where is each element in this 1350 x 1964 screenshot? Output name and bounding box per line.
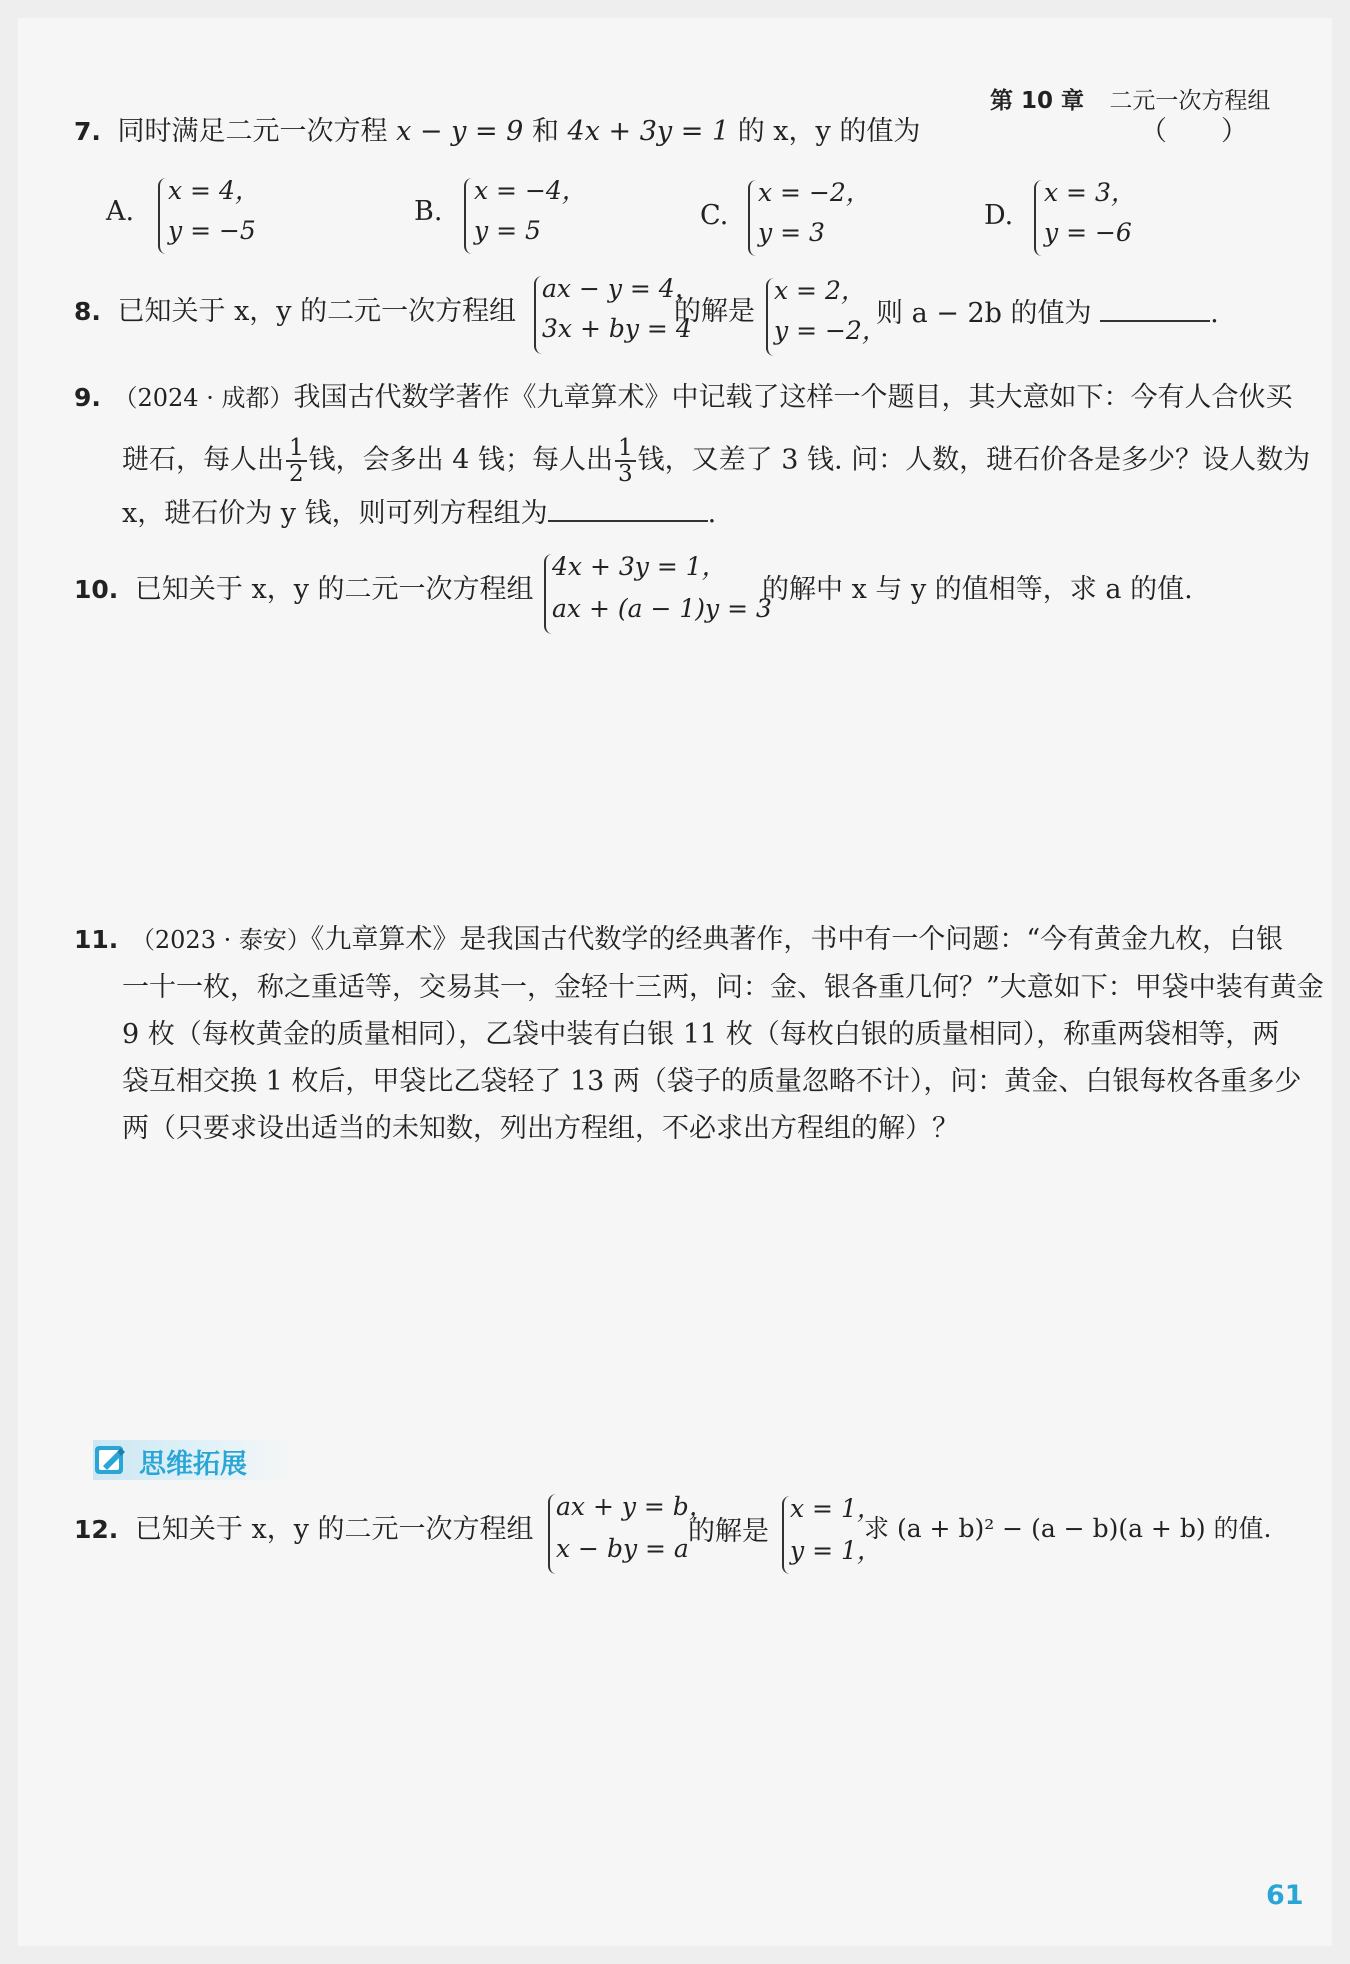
question-text: 同时满足二元一次方程 bbox=[117, 116, 388, 147]
option-d-label: D. bbox=[984, 200, 1014, 231]
question-text: 已知关于 x，y 的二元一次方程组 bbox=[134, 1514, 534, 1545]
equation: 4x + 3y = 1 bbox=[567, 116, 730, 147]
q11-line-3: 9 枚（每枚黄金的质量相同），乙袋中装有白银 11 枚（每枚白银的质量相同），称重两袋相等，两 bbox=[122, 1019, 1280, 1050]
question-8-tail bbox=[876, 298, 1219, 330]
question-text: . bbox=[707, 498, 717, 530]
question-text: 《九章算术》是我国古代数学的经典著作，书中有一个问题：“今有黄金九枚，白银 bbox=[310, 924, 1284, 955]
system-line: x = −4， bbox=[474, 176, 587, 205]
option-c-brace bbox=[748, 180, 756, 256]
q10-system bbox=[552, 552, 772, 624]
question-source: （2023 · 泰安） bbox=[130, 926, 311, 954]
question-7 bbox=[74, 116, 920, 148]
running-header bbox=[990, 82, 1270, 115]
question-10 bbox=[74, 574, 534, 606]
q10-system-brace bbox=[544, 554, 552, 634]
question-text: 求 (a + b)² − (a − b)(a + b) 的值. bbox=[864, 1514, 1272, 1543]
question-text: x，琎石价为 y 钱，则可列方程组为 bbox=[122, 498, 548, 530]
question-number: 8. bbox=[74, 297, 101, 326]
q12-solution-brace bbox=[782, 1496, 790, 1574]
section-header bbox=[93, 1440, 293, 1480]
system-line: y = 3 bbox=[758, 218, 825, 247]
q8-solution-brace bbox=[766, 278, 774, 356]
system-line: y = −5 bbox=[168, 216, 256, 245]
system-line: 4x + 3y = 1， bbox=[552, 552, 727, 581]
system-line: x − by = a bbox=[556, 1534, 689, 1563]
system-line: y = −6 bbox=[1044, 218, 1132, 247]
question-text: 的解是 bbox=[688, 1516, 769, 1547]
q11-line-5: 两（只要求设出适当的未知数，列出方程组，不必求出方程组的解）？ bbox=[122, 1113, 959, 1144]
q9-line-1 bbox=[74, 374, 1293, 422]
question-text: 已知关于 x，y 的二元一次方程组 bbox=[117, 296, 517, 327]
option-d-system bbox=[1044, 178, 1136, 248]
system-line: y = −2， bbox=[774, 316, 887, 345]
option-b-label: B. bbox=[414, 196, 443, 227]
system-line: ax − y = 4， bbox=[542, 274, 700, 303]
q11-line-4: 袋互相交换 1 枚后，甲袋比乙袋轻了 13 两（袋子的质量忽略不计），问：黄金、白银每枚各重多少 bbox=[122, 1066, 1302, 1097]
system-line: x = 3， bbox=[1044, 178, 1136, 207]
pencil-book-icon bbox=[93, 1442, 129, 1478]
question-source: （2024 · 成都） bbox=[113, 384, 294, 412]
question-text: 已知关于 x，y 的二元一次方程组 bbox=[134, 574, 534, 605]
system-line: x = 4， bbox=[168, 176, 260, 205]
question-text: 则 a − 2b 的值为 bbox=[876, 298, 1092, 329]
option-c-system bbox=[758, 178, 871, 248]
question-8 bbox=[74, 296, 516, 328]
q9-line-2 bbox=[122, 435, 1311, 488]
question-number: 7. bbox=[74, 117, 101, 146]
system-line: y = 1， bbox=[790, 1536, 882, 1565]
question-12 bbox=[74, 1514, 534, 1546]
question-9 bbox=[74, 374, 1311, 538]
question-text: 我国古代数学著作《九章算术》中记载了这样一个题目，其大意如下：今有人合伙买 bbox=[293, 382, 1293, 413]
option-b-system bbox=[474, 176, 587, 246]
question-11 bbox=[74, 916, 1324, 1152]
workbook-page bbox=[18, 18, 1332, 1946]
option-a-label: A. bbox=[106, 196, 135, 227]
q8-system-brace bbox=[534, 276, 542, 354]
option-a-system bbox=[168, 176, 260, 246]
chapter-title: 二元一次方程组 bbox=[1109, 88, 1271, 114]
question-text: 钱，会多出 4 钱；每人出 bbox=[308, 444, 613, 476]
question-text: 的解是 bbox=[674, 296, 755, 327]
q11-line-1 bbox=[74, 916, 1284, 964]
fraction-denominator: 3 bbox=[617, 461, 633, 488]
option-b-brace bbox=[464, 178, 472, 254]
q12-system-brace bbox=[548, 1494, 556, 1574]
answer-blank[interactable] bbox=[1100, 320, 1210, 322]
fraction-denominator: 2 bbox=[289, 461, 304, 488]
system-line: ax + (a − 1)y = 3 bbox=[552, 594, 772, 623]
question-number: 9. bbox=[74, 383, 101, 412]
question-number: 10. bbox=[74, 575, 119, 604]
fraction-one-third bbox=[615, 436, 636, 486]
fraction-one-half bbox=[286, 436, 307, 486]
q9-line-3 bbox=[122, 490, 1264, 538]
system-line: ax + y = b， bbox=[556, 1492, 714, 1521]
fraction-numerator: 1 bbox=[286, 436, 307, 462]
option-d-brace bbox=[1034, 180, 1042, 256]
question-text: 和 bbox=[531, 116, 559, 147]
option-a-brace bbox=[158, 178, 166, 254]
system-line: x = −2， bbox=[758, 178, 871, 207]
question-number: 12. bbox=[74, 1515, 119, 1544]
page-number: 61 bbox=[1266, 1880, 1304, 1911]
question-text: 的解中 x 与 y 的值相等，求 a 的值. bbox=[762, 574, 1193, 605]
equation: x − y = 9 bbox=[396, 116, 524, 147]
question-number: 11. bbox=[74, 925, 119, 954]
question-text: . bbox=[1210, 298, 1219, 329]
q8-solution bbox=[774, 276, 887, 346]
system-line: y = 5 bbox=[474, 216, 541, 245]
option-c-label: C. bbox=[700, 200, 729, 231]
q11-line-2: 一十一枚，称之重适等，交易其一，金轻十三两，问：金、银各重几何？”大意如下：甲袋中装有黄金 bbox=[122, 972, 1324, 1003]
answer-bracket: （ ） bbox=[1140, 116, 1248, 147]
question-text: 琎石，每人出 bbox=[122, 444, 284, 476]
chapter-number: 第 10 章 bbox=[990, 88, 1085, 114]
section-title: 思维拓展 bbox=[139, 1449, 247, 1480]
question-text: 钱，又差了 3 钱. 问：人数，琎石价各是多少？设人数为 bbox=[637, 444, 1311, 476]
fraction-numerator: 1 bbox=[615, 436, 636, 462]
system-line: x = 1， bbox=[790, 1494, 882, 1523]
question-text: 的 x，y 的值为 bbox=[737, 116, 921, 147]
answer-blank[interactable] bbox=[548, 520, 708, 522]
system-line: 3x + by = 4 bbox=[542, 314, 692, 343]
system-line: x = 2， bbox=[774, 276, 866, 305]
